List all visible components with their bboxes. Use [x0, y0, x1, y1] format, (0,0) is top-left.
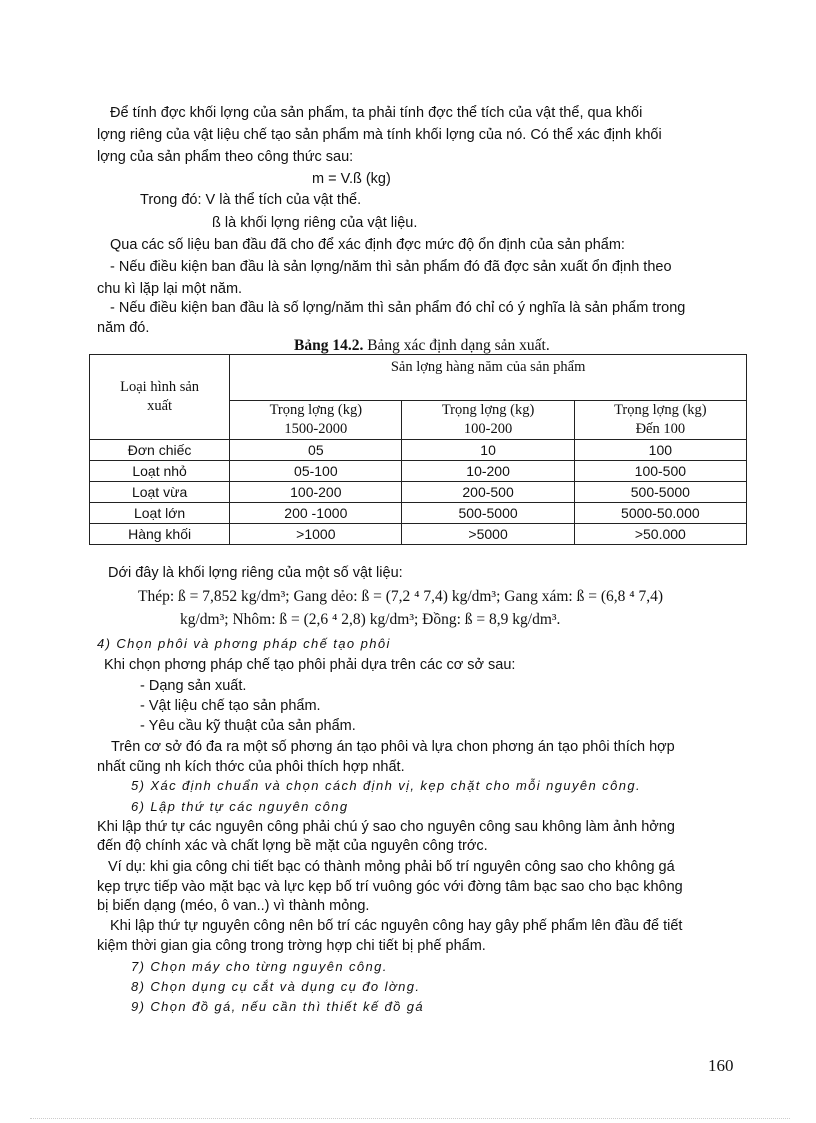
section-heading-9: 9) Chọn đồ gá, nếu cần thì thiết kế đồ gá [131, 999, 425, 1014]
table-row [90, 503, 747, 524]
table-cell: Đơn chiếc [90, 440, 230, 461]
table-row [90, 482, 747, 503]
density-intro: Dới đây là khối lợng riêng của một số vật liệu: [108, 565, 403, 581]
paragraph-line: lợng riêng của vật liệu chế tạo sản phẩm mà tính khối lợng của nó. Có thể xác định khối [97, 127, 662, 143]
table-cell: 200-500 [402, 482, 574, 503]
paragraph-line: Qua các số liệu ban đầu đã cho để xác định đợc mức độ ổn định của sản phẩm: [110, 237, 625, 253]
list-item: - Yêu cầu kỹ thuật của sản phẩm. [140, 718, 356, 734]
list-item: - Dạng sản xuất. [140, 678, 247, 694]
where-line: Trong đó: V là thể tích của vật thể. [140, 192, 362, 208]
table-cell: 100-200 [230, 482, 402, 503]
paragraph-line: đến độ chính xác và chất lợng bề mặt của nguyên công trớc. [97, 838, 488, 854]
paragraph-line: Khi lập thứ tự nguyên công nên bố trí các nguyên công hay gây phế phẩm lên đầu để tiết [110, 918, 683, 934]
paragraph-line: lợng của sản phẩm theo công thức sau: [97, 149, 354, 165]
section-heading-6: 6) Lập thứ tự các nguyên công [131, 799, 349, 814]
paragraph-line: kiệm thời gian gia công trong trờng hợp chi tiết bị phế phẩm. [97, 938, 486, 954]
section-heading-7: 7) Chọn máy cho từng nguyên công. [131, 959, 388, 974]
page-number: 160 [708, 1056, 734, 1075]
subheader-weight: Trọng lợng (kg) 100-200 [402, 401, 574, 440]
table-row [90, 440, 747, 461]
table-cell: 05-100 [230, 461, 402, 482]
production-type-table [89, 354, 747, 545]
table-cell: 200 -1000 [230, 503, 402, 524]
density-line: kg/dm³; Nhôm: ß = (2,6 ⁴ 2,8) kg/dm³; Đồng: ß = 8,9 kg/dm³. [180, 611, 561, 628]
paragraph-line: Để tính đợc khối lợng của sản phẩm, ta phải tính đợc thể tích của vật thể, qua khối [110, 105, 643, 121]
table-cell: >5000 [402, 524, 574, 545]
bullet-line: năm đó. [97, 320, 150, 336]
paragraph-line: Khi chọn phơng pháp chế tạo phôi phải dựa trên các cơ sở sau: [104, 657, 516, 673]
table-cell: 10 [402, 440, 574, 461]
density-line: Thép: ß = 7,852 kg/dm³; Gang dẻo: ß = (7,2 ⁴ 7,4) kg/dm³; Gang xám: ß = (6,8 ⁴ 7,4) [138, 588, 664, 605]
table-cell: >50.000 [574, 524, 746, 545]
paragraph-line: bị biến dạng (méo, ô van..) vì thành mỏng. [97, 898, 370, 914]
subheader-weight: Trọng lợng (kg) 1500-2000 [230, 401, 402, 440]
table-cell: 100 [574, 440, 746, 461]
table-cell: >1000 [230, 524, 402, 545]
list-item: - Vật liệu chế tạo sản phẩm. [140, 698, 321, 714]
table-cell: 500-5000 [402, 503, 574, 524]
header-annual-output: Sản lợng hàng năm của sản phẩm [230, 355, 747, 401]
bullet-line: - Nếu điều kiện ban đầu là số lợng/năm thì sản phẩm đó chỉ có ý nghĩa là sản phẩm trong [110, 300, 686, 316]
table-caption [294, 336, 550, 356]
table-row [90, 524, 747, 545]
table-cell: Loạt lớn [90, 503, 230, 524]
paragraph-line: kẹp trực tiếp vào mặt bạc và lực kẹp bố trí vuông góc với đờng tâm bạc sao cho bạc không [97, 879, 683, 895]
paragraph-line: Khi lập thứ tự các nguyên công phải chú ý sao cho nguyên công sau không làm ảnh hởng [97, 819, 675, 835]
table-row [90, 461, 747, 482]
table-cell: 05 [230, 440, 402, 461]
section-heading-4: 4) Chọn phôi và phơng pháp chế tạo phôi [97, 636, 391, 651]
header-production-type: Loại hình sản xuất [90, 355, 230, 440]
paragraph-line: Ví dụ: khi gia công chi tiết bạc có thành mỏng phải bố trí nguyên công sao cho không gá [108, 859, 675, 875]
formula: m = V.ß (kg) [312, 171, 391, 187]
table-header-row [90, 355, 747, 401]
where-line: ß là khối lợng riêng của vật liệu. [212, 215, 418, 231]
table-cell: 500-5000 [574, 482, 746, 503]
table-cell: 100-500 [574, 461, 746, 482]
table-cell: Loạt nhỏ [90, 461, 230, 482]
bullet-line: - Nếu điều kiện ban đầu là sản lợng/năm thì sản phẩm đó đã đợc sản xuất ổn định theo [110, 259, 672, 275]
table-cell: Hàng khối [90, 524, 230, 545]
table-cell: 10-200 [402, 461, 574, 482]
section-heading-5: 5) Xác định chuẩn và chọn cách định vị, kẹp chặt cho mỗi nguyên công. [131, 778, 641, 793]
bullet-line: chu kì lặp lại một năm. [97, 281, 243, 297]
caption-label: Bảng 14.2. [294, 337, 364, 354]
paragraph-line: nhất cũng nh kích thớc của phôi thích hợp nhất. [97, 759, 405, 775]
paragraph-line: Trên cơ sở đó đa ra một số phơng án tạo phôi và lựa chon phơng án tạo phôi thích hợp [111, 739, 675, 755]
section-heading-8: 8) Chọn dụng cụ cắt và dụng cụ đo lờng. [131, 979, 421, 994]
table-cell: 5000-50.000 [574, 503, 746, 524]
subheader-weight: Trọng lợng (kg) Đến 100 [574, 401, 746, 440]
table-cell: Loạt vừa [90, 482, 230, 503]
page-bottom-divider [30, 1118, 790, 1119]
caption-text: Bảng xác định dạng sản xuất. [363, 337, 550, 354]
